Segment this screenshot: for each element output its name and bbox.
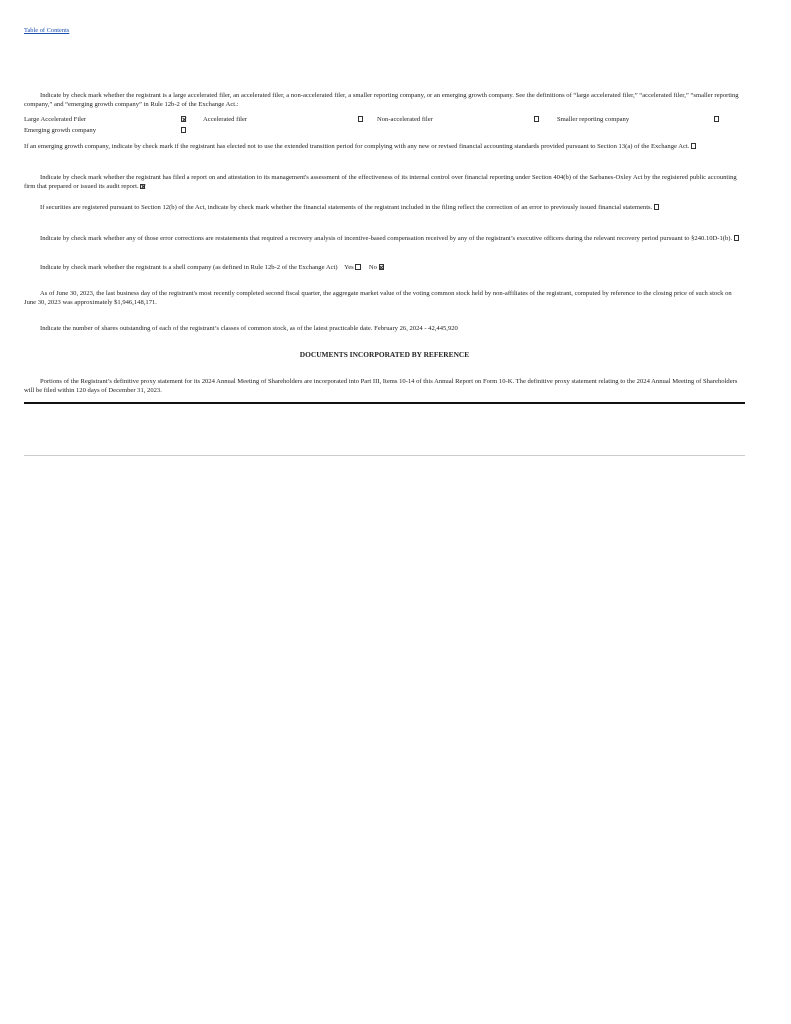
page-divider-thick (24, 402, 745, 404)
error-correction-text: If securities are registered pursuant to Section 12(b) of the Act, indicate by check mark whether the financial statements of the registrant included in the filing reflect the correction of an error to previously issued financial statements. (40, 204, 653, 211)
non-accelerated-filer-label: Non-accelerated filer (377, 116, 433, 123)
non-accelerated-filer-checkbox[interactable] (534, 116, 539, 123)
shell-no-label: No (368, 264, 377, 271)
empty-box-icon[interactable] (654, 204, 659, 209)
error-correction (24, 203, 745, 212)
icfr-attestation-text: Indicate by check mark whether the registrant has filed a report on and attestation to its management's assessment of the effectiveness of its internal control over financial reporting under Section 404(b) of the Sarbanes-Oxley Act by the registered public accounting firm that prepared or issued its audit report. (24, 174, 737, 191)
market-value-text: As of June 30, 2023, the last business day of the registrant's most recently completed second fiscal quarter, the aggregate market value of the voting common stock held by non-affiliates of the registrant, computed by reference to the closing price of such stock on June 30, 2023 was approximately $1,946,148,171. (24, 290, 732, 307)
shell-company (24, 263, 745, 272)
empty-box-icon (181, 127, 186, 132)
shell-company-text: Indicate by check mark whether the registrant is a shell company (as defined in Rule 12b-2 of the Exchange Act) (40, 264, 338, 271)
empty-box-icon (714, 116, 719, 121)
empty-box-icon[interactable] (734, 235, 739, 240)
filer-status-paragraph: Indicate by check mark whether the registrant is a large accelerated filer, an accelerated filer, a non-accelerated filer, a smaller reporting company, or an emerging growth company. See the definitions of “large accelerated filer,” “accelerated filer,” “smaller reporting company,” and “emerging growth company” in Rule 12b-2 of the Exchange Act.: (24, 92, 739, 109)
icfr-attestation (24, 173, 745, 192)
large-accelerated-filer-label: Large Accelerated Filer (24, 116, 87, 123)
checked-box-icon (181, 116, 186, 121)
emerging-growth-company-label: Emerging growth company (24, 127, 97, 134)
proxy-statement-text: Portions of the Registrant’s definitive proxy statement for its 2024 Annual Meeting of Shareholders are incorporated into Part III, Items 10-14 of this Annual Report on Form 10-K. The definitive proxy statement relating to the 2024 Annual Meeting of Shareholders will be filed within 120 days of December 31, 2023. (24, 378, 738, 395)
filer-status-intro (24, 91, 745, 110)
shares-outstanding (24, 324, 745, 333)
checked-box-icon[interactable] (379, 264, 384, 269)
proxy-statement (24, 377, 745, 396)
smaller-reporting-company-label: Smaller reporting company (557, 116, 630, 123)
table-of-contents-link[interactable]: Table of Contents (24, 27, 70, 34)
empty-box-icon[interactable] (691, 143, 696, 148)
page-divider-thin (24, 455, 745, 456)
empty-box-icon (534, 116, 539, 121)
filer-options-row-2 (24, 127, 745, 137)
empty-box-icon (358, 116, 363, 121)
recovery-analysis-text: Indicate by check mark whether any of those error corrections are restatements that required a recovery analysis of incentive-based compensation received by any of the registrant’s executive officers during the relevant recovery period pursuant to §240.10D-1(b). (40, 235, 733, 242)
large-accelerated-filer-checkbox[interactable] (181, 116, 186, 123)
filer-options-row-1 (24, 116, 745, 126)
documents-incorporated-heading: DOCUMENTS INCORPORATED BY REFERENCE (299, 350, 470, 359)
emerging-growth-election (24, 142, 745, 151)
emerging-growth-election-text: If an emerging growth company, indicate by check mark if the registrant has elected not to use the extended transition period for complying with any new or revised financial accounting standards provided pursuant to Section 13(a) of the Exchange Act. (24, 143, 690, 150)
accelerated-filer-checkbox[interactable] (358, 116, 363, 123)
checked-box-icon[interactable] (140, 184, 145, 189)
recovery-analysis (24, 234, 745, 243)
accelerated-filer-label: Accelerated filer (203, 116, 248, 123)
shell-yes-label: Yes (344, 264, 354, 271)
smaller-reporting-company-checkbox[interactable] (714, 116, 719, 123)
market-value (24, 289, 745, 308)
emerging-growth-company-checkbox[interactable] (181, 127, 186, 134)
shares-outstanding-text: Indicate the number of shares outstanding of each of the registrant’s classes of common stock, as of the latest practicable date. February 26, 2024 - 42,445,920 (40, 325, 458, 332)
empty-box-icon[interactable] (355, 264, 360, 269)
